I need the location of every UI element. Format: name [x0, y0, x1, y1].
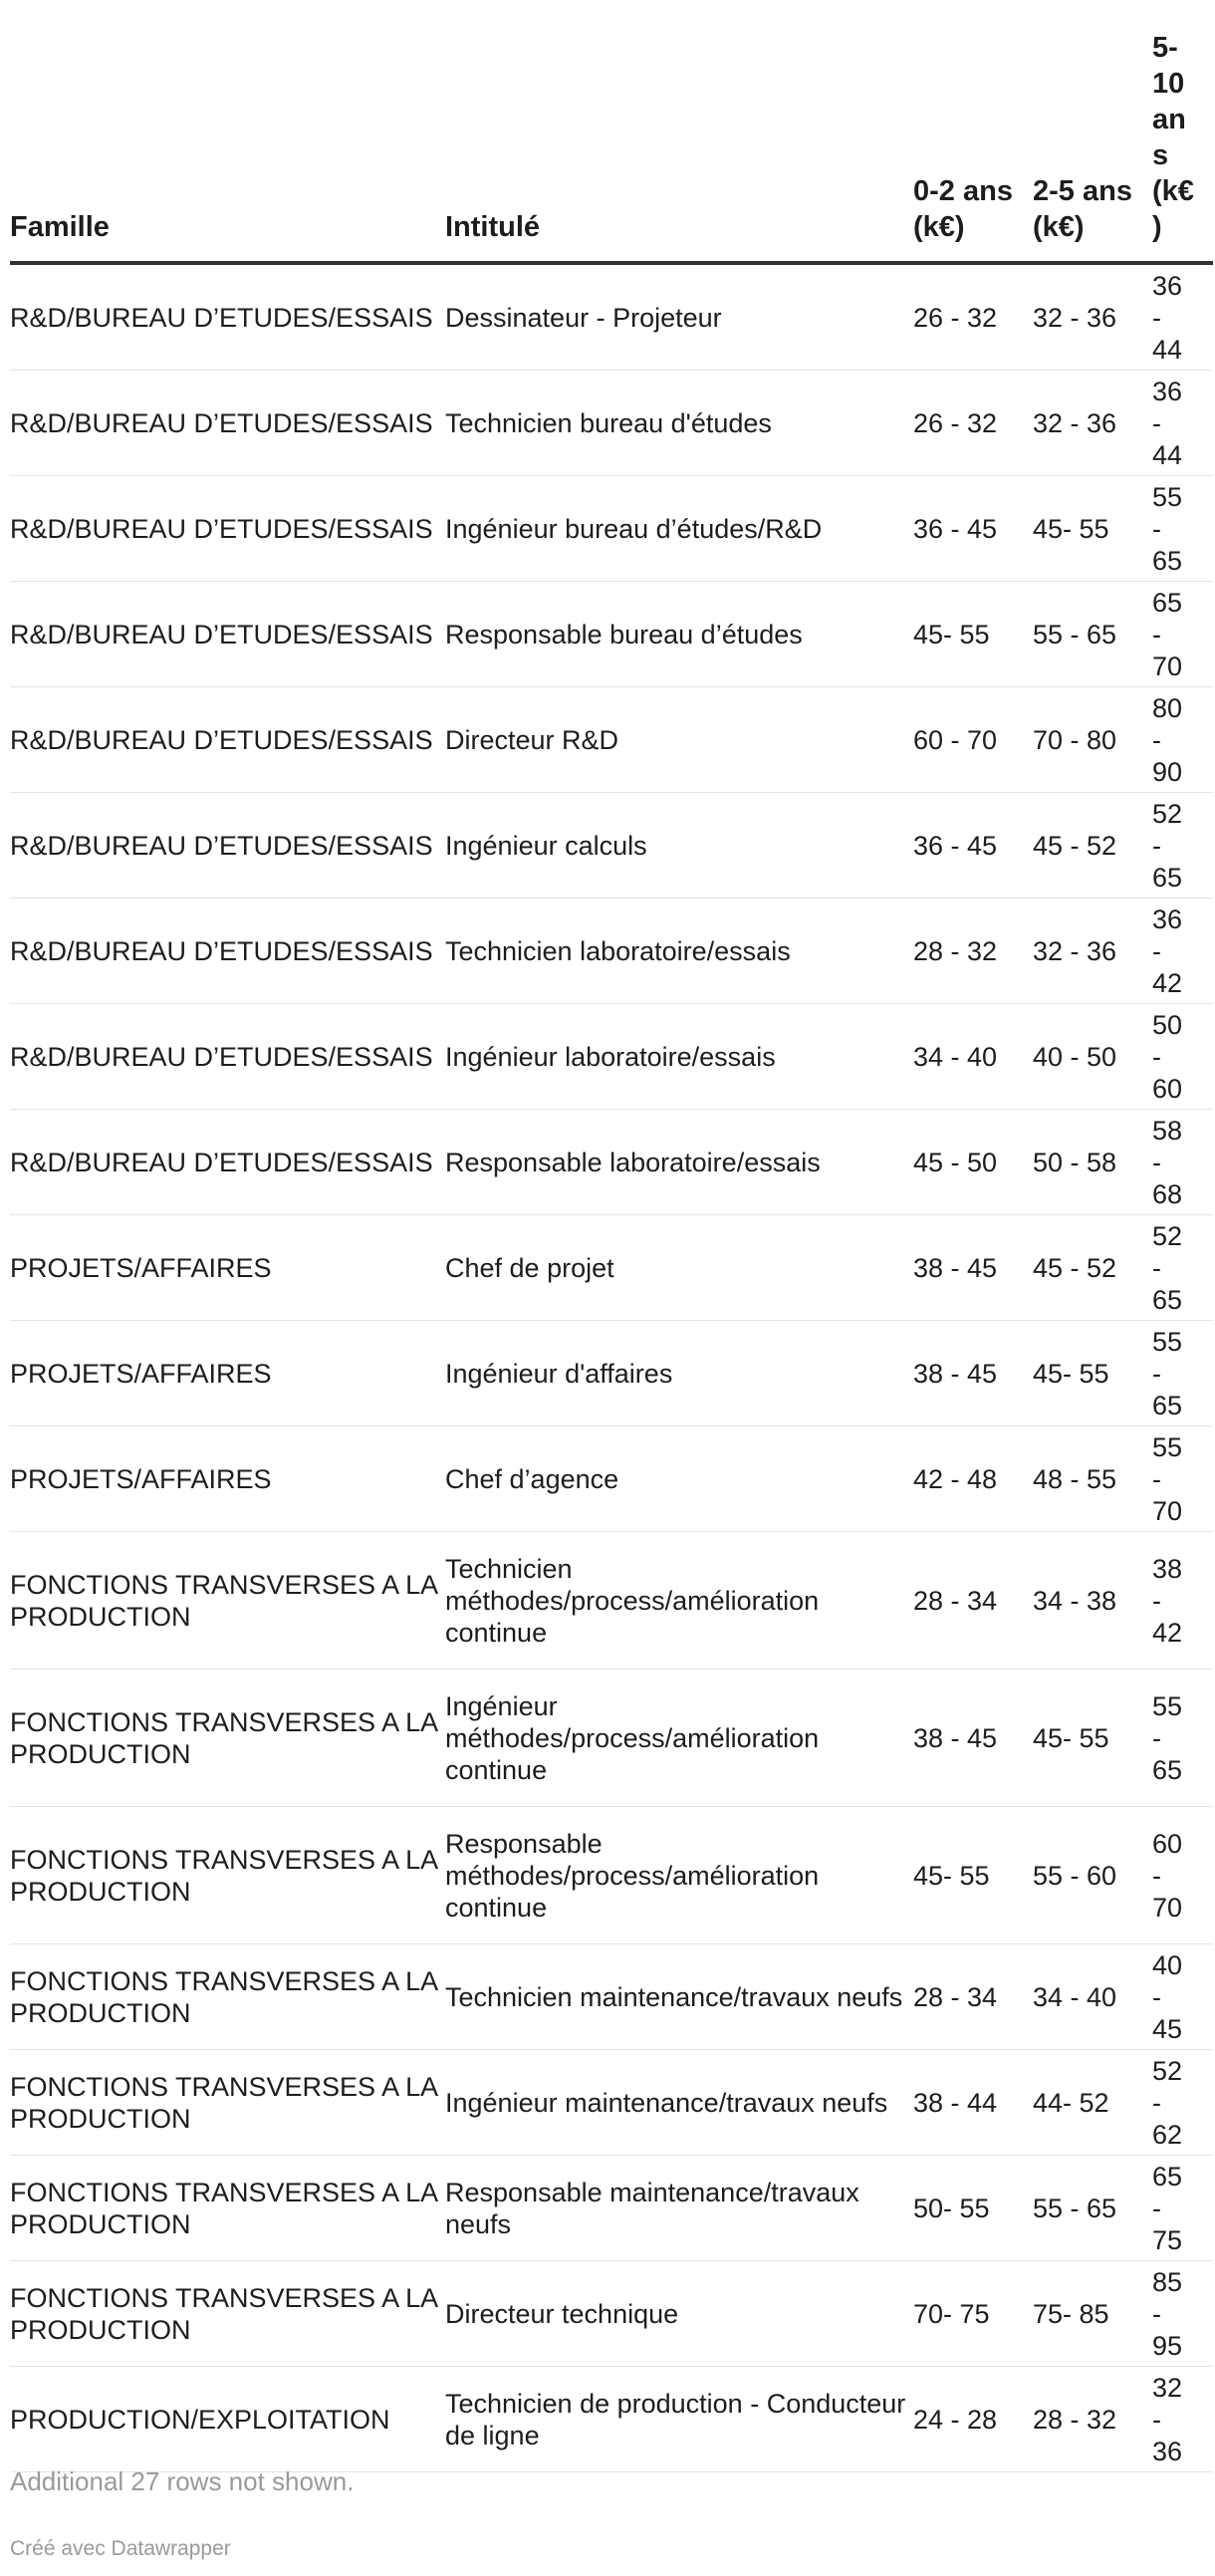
- cell-intitule: Technicien bureau d'études: [445, 371, 913, 476]
- cell-intitule: Ingénieur méthodes/process/amélioration continue: [445, 1670, 913, 1807]
- cell-intitule: Responsable laboratoire/essais: [445, 1110, 913, 1215]
- cell-intitule: Responsable méthodes/process/amélioration continue: [445, 1807, 913, 1944]
- cell-famille: FONCTIONS TRANSVERSES A LA PRODUCTION: [10, 2261, 445, 2367]
- cell-famille: R&D/BUREAU D’ETUDES/ESSAIS: [10, 371, 445, 476]
- cell-0-2-ans: 60 - 70: [913, 687, 1033, 793]
- cell-0-2-ans: 45 - 50: [913, 1110, 1033, 1215]
- table-row: [10, 371, 1213, 476]
- cell-5-10-ans: 52- 65: [1152, 1215, 1213, 1321]
- header-0-2-ans[interactable]: 0-2 ans (k€): [913, 0, 1033, 263]
- cell-2-5-ans: 48 - 55: [1033, 1426, 1152, 1532]
- cell-5-10-ans: 36 - 42: [1152, 899, 1213, 1004]
- salary-table: [10, 0, 1213, 2472]
- cell-2-5-ans: 75- 85: [1033, 2261, 1152, 2367]
- cell-famille: R&D/BUREAU D’ETUDES/ESSAIS: [10, 582, 445, 687]
- table-row: [10, 1426, 1213, 1532]
- table-row: [10, 1004, 1213, 1110]
- cell-0-2-ans: 45- 55: [913, 1807, 1033, 1944]
- cell-2-5-ans: 45- 55: [1033, 1670, 1152, 1807]
- table-row: [10, 899, 1213, 1004]
- cell-2-5-ans: 70 - 80: [1033, 687, 1152, 793]
- cell-2-5-ans: 40 - 50: [1033, 1004, 1152, 1110]
- table-row: [10, 2050, 1213, 2156]
- cell-intitule: Ingénieur d'affaires: [445, 1321, 913, 1426]
- table-row: [10, 582, 1213, 687]
- table-row: [10, 1532, 1213, 1670]
- table-row: [10, 687, 1213, 793]
- cell-5-10-ans: 55 - 70: [1152, 1426, 1213, 1532]
- cell-intitule: Ingénieur calculs: [445, 793, 913, 899]
- cell-famille: PRODUCTION/EXPLOITATION: [10, 2367, 445, 2472]
- cell-0-2-ans: 38 - 45: [913, 1670, 1033, 1807]
- cell-intitule: Ingénieur bureau d’études/R&D: [445, 476, 913, 582]
- cell-5-10-ans: 52 - 65: [1152, 793, 1213, 899]
- table-row: [10, 1215, 1213, 1321]
- cell-intitule: Chef de projet: [445, 1215, 913, 1321]
- cell-0-2-ans: 26 - 32: [913, 263, 1033, 371]
- table-row: [10, 1321, 1213, 1426]
- cell-0-2-ans: 50- 55: [913, 2156, 1033, 2261]
- cell-0-2-ans: 45- 55: [913, 582, 1033, 687]
- cell-0-2-ans: 24 - 28: [913, 2367, 1033, 2472]
- cell-famille: PROJETS/AFFAIRES: [10, 1321, 445, 1426]
- cell-5-10-ans: 60 - 70: [1152, 1807, 1213, 1944]
- cell-5-10-ans: 55 - 65: [1152, 1670, 1213, 1807]
- cell-2-5-ans: 28 - 32: [1033, 2367, 1152, 2472]
- cell-famille: PROJETS/AFFAIRES: [10, 1426, 445, 1532]
- cell-5-10-ans: 50 - 60: [1152, 1004, 1213, 1110]
- cell-0-2-ans: 28 - 34: [913, 1944, 1033, 2050]
- cell-5-10-ans: 55 - 65: [1152, 476, 1213, 582]
- cell-intitule: Responsable maintenance/travaux neufs: [445, 2156, 913, 2261]
- cell-intitule: Ingénieur maintenance/travaux neufs: [445, 2050, 913, 2156]
- cell-0-2-ans: 28 - 32: [913, 899, 1033, 1004]
- table-row: [10, 1670, 1213, 1807]
- cell-2-5-ans: 55 - 65: [1033, 2156, 1152, 2261]
- cell-2-5-ans: 45 - 52: [1033, 1215, 1152, 1321]
- cell-5-10-ans: 55- 65: [1152, 1321, 1213, 1426]
- cell-0-2-ans: 28 - 34: [913, 1532, 1033, 1670]
- cell-famille: FONCTIONS TRANSVERSES A LA PRODUCTION: [10, 1532, 445, 1670]
- cell-5-10-ans: 36 - 44: [1152, 371, 1213, 476]
- cell-famille: FONCTIONS TRANSVERSES A LA PRODUCTION: [10, 1944, 445, 2050]
- cell-famille: FONCTIONS TRANSVERSES A LA PRODUCTION: [10, 1807, 445, 1944]
- cell-2-5-ans: 34 - 40: [1033, 1944, 1152, 2050]
- header-famille[interactable]: Famille: [10, 0, 445, 263]
- cell-5-10-ans: 52 - 62: [1152, 2050, 1213, 2156]
- table-row: [10, 793, 1213, 899]
- header-row: [10, 0, 1213, 263]
- cell-2-5-ans: 50 - 58: [1033, 1110, 1152, 1215]
- table-row: [10, 476, 1213, 582]
- datawrapper-credit[interactable]: Créé avec Datawrapper: [10, 2537, 231, 2560]
- cell-famille: FONCTIONS TRANSVERSES A LA PRODUCTION: [10, 1670, 445, 1807]
- table-row: [10, 1944, 1213, 2050]
- cell-5-10-ans: 80 - 90: [1152, 687, 1213, 793]
- cell-famille: R&D/BUREAU D’ETUDES/ESSAIS: [10, 687, 445, 793]
- cell-5-10-ans: 36 - 44: [1152, 263, 1213, 371]
- cell-2-5-ans: 44- 52: [1033, 2050, 1152, 2156]
- cell-famille: PROJETS/AFFAIRES: [10, 1215, 445, 1321]
- cell-intitule: Directeur R&D: [445, 687, 913, 793]
- header-intitule[interactable]: Intitulé: [445, 0, 913, 263]
- cell-0-2-ans: 38 - 44: [913, 2050, 1033, 2156]
- cell-2-5-ans: 45 - 52: [1033, 793, 1152, 899]
- cell-0-2-ans: 36 - 45: [913, 476, 1033, 582]
- cell-0-2-ans: 26 - 32: [913, 371, 1033, 476]
- cell-5-10-ans: 85 - 95: [1152, 2261, 1213, 2367]
- cell-famille: R&D/BUREAU D’ETUDES/ESSAIS: [10, 793, 445, 899]
- table-row: [10, 1807, 1213, 1944]
- cell-famille: R&D/BUREAU D’ETUDES/ESSAIS: [10, 1004, 445, 1110]
- table-row: [10, 2261, 1213, 2367]
- cell-5-10-ans: 58 - 68: [1152, 1110, 1213, 1215]
- table-row: [10, 1110, 1213, 1215]
- cell-intitule: Technicien maintenance/travaux neufs: [445, 1944, 913, 2050]
- cell-famille: R&D/BUREAU D’ETUDES/ESSAIS: [10, 899, 445, 1004]
- cell-0-2-ans: 42 - 48: [913, 1426, 1033, 1532]
- cell-intitule: Chef d’agence: [445, 1426, 913, 1532]
- cell-intitule: Ingénieur laboratoire/essais: [445, 1004, 913, 1110]
- cell-famille: R&D/BUREAU D’ETUDES/ESSAIS: [10, 476, 445, 582]
- cell-2-5-ans: 55 - 60: [1033, 1807, 1152, 1944]
- table-row: [10, 263, 1213, 371]
- cell-2-5-ans: 55 - 65: [1033, 582, 1152, 687]
- cell-2-5-ans: 45- 55: [1033, 476, 1152, 582]
- cell-5-10-ans: 65- 75: [1152, 2156, 1213, 2261]
- cell-0-2-ans: 38 - 45: [913, 1215, 1033, 1321]
- cell-intitule: Directeur technique: [445, 2261, 913, 2367]
- cell-0-2-ans: 38 - 45: [913, 1321, 1033, 1426]
- cell-0-2-ans: 36 - 45: [913, 793, 1033, 899]
- header-5-10-ans[interactable]: 5-10 ans (k€): [1152, 0, 1213, 263]
- cell-intitule: Dessinateur - Projeteur: [445, 263, 913, 371]
- cell-0-2-ans: 34 - 40: [913, 1004, 1033, 1110]
- cell-5-10-ans: 65 - 70: [1152, 582, 1213, 687]
- cell-5-10-ans: 32 - 36: [1152, 2367, 1213, 2472]
- cell-2-5-ans: 32 - 36: [1033, 899, 1152, 1004]
- table-row: [10, 2367, 1213, 2472]
- cell-5-10-ans: 40 - 45: [1152, 1944, 1213, 2050]
- cell-2-5-ans: 32 - 36: [1033, 263, 1152, 371]
- cell-5-10-ans: 38 - 42: [1152, 1532, 1213, 1670]
- cell-famille: R&D/BUREAU D’ETUDES/ESSAIS: [10, 1110, 445, 1215]
- cell-2-5-ans: 34 - 38: [1033, 1532, 1152, 1670]
- cell-famille: R&D/BUREAU D’ETUDES/ESSAIS: [10, 263, 445, 371]
- cell-famille: FONCTIONS TRANSVERSES A LA PRODUCTION: [10, 2050, 445, 2156]
- cell-0-2-ans: 70- 75: [913, 2261, 1033, 2367]
- table-notes: Additional 27 rows not shown.: [10, 2466, 355, 2496]
- cell-2-5-ans: 45- 55: [1033, 1321, 1152, 1426]
- cell-intitule: Technicien méthodes/process/amélioration continue: [445, 1532, 913, 1670]
- cell-famille: FONCTIONS TRANSVERSES A LA PRODUCTION: [10, 2156, 445, 2261]
- header-2-5-ans[interactable]: 2-5 ans (k€): [1033, 0, 1152, 263]
- salary-table-container: [10, 0, 1213, 2472]
- cell-2-5-ans: 32 - 36: [1033, 371, 1152, 476]
- cell-intitule: Technicien laboratoire/essais: [445, 899, 913, 1004]
- cell-intitule: Technicien de production - Conducteur de ligne: [445, 2367, 913, 2472]
- cell-intitule: Responsable bureau d’études: [445, 582, 913, 687]
- table-row: [10, 2156, 1213, 2261]
